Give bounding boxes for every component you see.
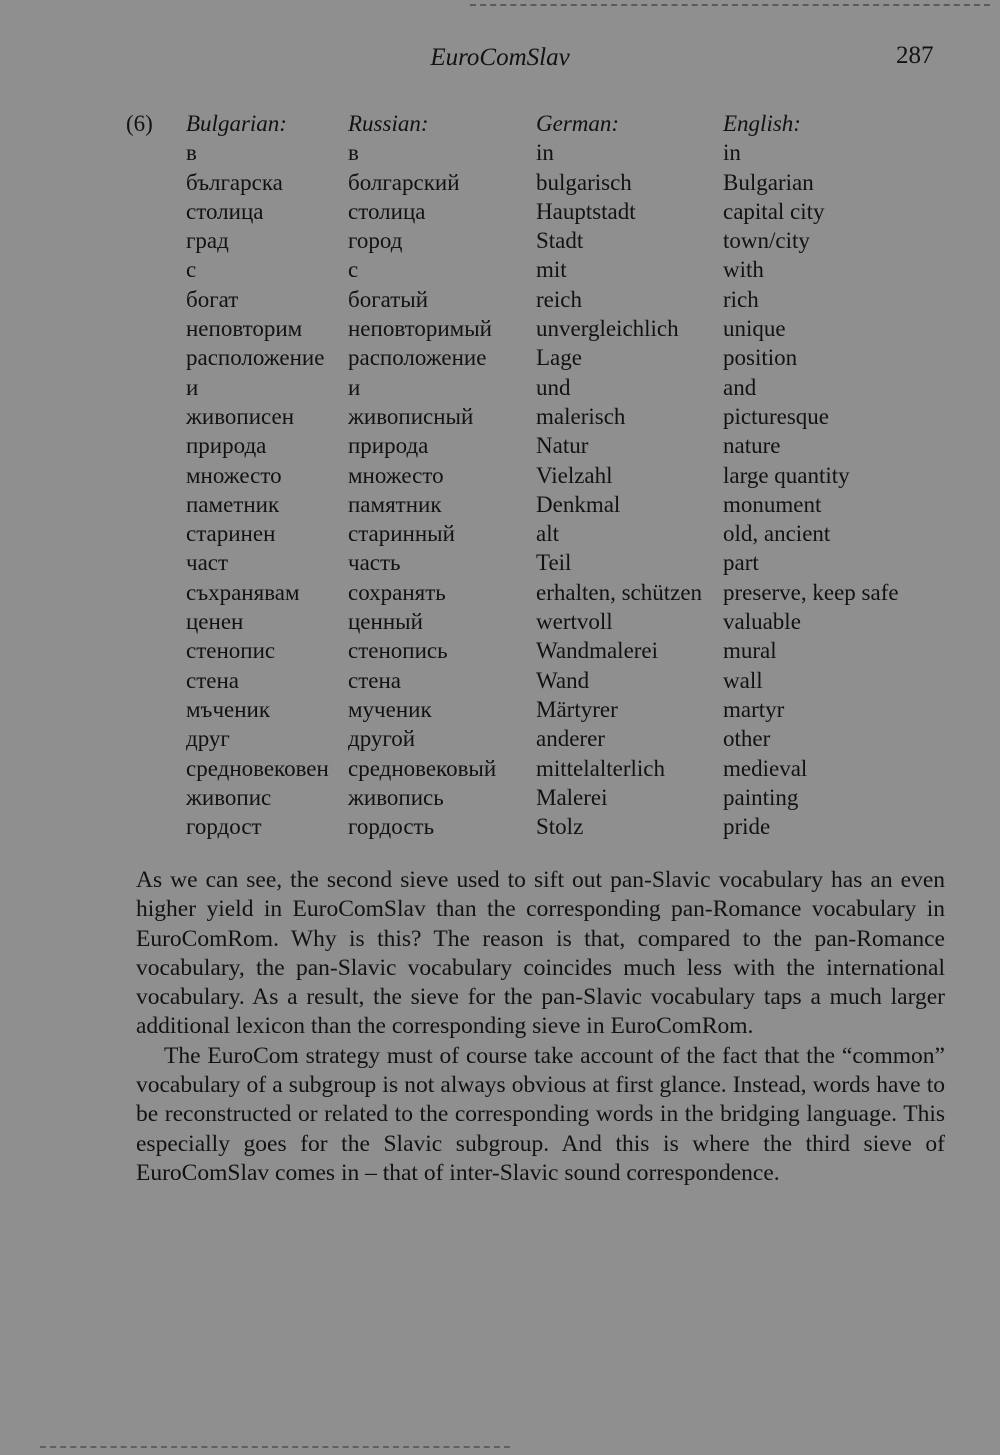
cell-english: wall <box>723 667 763 693</box>
cell-english: large quantity <box>723 462 850 488</box>
cell-bulgarian: град <box>186 228 229 254</box>
table-row <box>186 607 943 636</box>
paragraph-1: As we can see, the second sieve used to sift out pan-Slavic vocabulary has an even higher yield in EuroComSlav than the corresponding pan-Romance vocabulary in EuroComRom. Why is this? The reason is that, compared to the pan-Romance vocabulary, the pan-Slavic vocabulary coincides much less with the international vocabulary. As a result, the sieve for the pan-Slavic vocabulary taps a much larger additional lexicon than the corresponding sieve in EuroComRom. <box>136 867 945 1040</box>
scan-edge-artifact-top <box>470 4 990 9</box>
cell-english: preserve, keep safe <box>723 579 899 605</box>
running-head: EuroComSlav <box>430 44 570 71</box>
cell-english: Bulgarian <box>723 169 814 195</box>
cell-german: Hauptstadt <box>536 198 636 224</box>
cell-russian: другой <box>348 726 416 752</box>
column-header-russian: Russian: <box>348 111 429 136</box>
table-row <box>186 812 943 841</box>
cell-english: painting <box>723 784 799 810</box>
table-row <box>186 548 943 577</box>
cell-bulgarian: българска <box>186 169 283 195</box>
cell-german: unvergleichlich <box>536 316 679 342</box>
cell-english: old, ancient <box>723 521 831 547</box>
cell-german: und <box>536 374 571 400</box>
cell-german: reich <box>536 286 582 312</box>
cell-russian: с <box>348 257 359 283</box>
cell-german: Stadt <box>536 228 584 254</box>
cell-english: part <box>723 550 759 576</box>
cell-bulgarian: и <box>186 374 199 400</box>
cell-german: bulgarisch <box>536 169 632 195</box>
paragraph-2: The EuroCom strategy must of course take account of the fact that the “common” vocabulary of a subgroup is not always obvious at first glance. Instead, words have to be reconstructed or related to the corresponding words in the bridging language. This especially goes for the Slavic subgroup. And this is where the third sieve of EuroComSlav comes in – that of inter-Slavic sound correspondence. <box>136 1042 945 1186</box>
cell-german: Denkmal <box>536 491 621 517</box>
page-number: 287 <box>896 42 934 69</box>
cell-bulgarian: расположение <box>186 345 325 371</box>
cell-german: mit <box>536 257 567 283</box>
cell-russian: множесто <box>348 462 444 488</box>
cell-bulgarian: съхранявам <box>186 579 300 605</box>
cell-english: martyr <box>723 696 785 722</box>
cell-german: Teil <box>536 550 572 576</box>
cell-russian: памятник <box>348 491 442 517</box>
table-row <box>186 285 943 314</box>
cell-german: Malerei <box>536 784 608 810</box>
cell-russian: стена <box>348 667 401 693</box>
cell-english: and <box>723 374 757 400</box>
cell-russian: болгарский <box>348 169 460 195</box>
cell-english: picturesque <box>723 403 830 429</box>
cell-german: Stolz <box>536 814 584 840</box>
cell-english: nature <box>723 433 781 459</box>
body-text <box>136 866 945 1188</box>
cell-bulgarian: неповторим <box>186 316 303 342</box>
cell-english: valuable <box>723 609 801 635</box>
cell-russian: старинный <box>348 521 455 547</box>
cell-russian: ценный <box>348 609 423 635</box>
cell-russian: природа <box>348 433 429 459</box>
cell-german: malerisch <box>536 403 626 429</box>
table-row <box>186 666 943 695</box>
cell-russian: расположение <box>348 345 487 371</box>
cell-german: alt <box>536 521 559 547</box>
cell-russian: гордость <box>348 814 435 840</box>
table-header-row <box>186 109 943 138</box>
table-row <box>186 402 943 431</box>
table-row <box>186 754 943 783</box>
cell-english: rich <box>723 286 759 312</box>
cell-bulgarian: в <box>186 140 197 166</box>
cell-russian: сохранять <box>348 579 446 605</box>
cell-german: Vielzahl <box>536 462 613 488</box>
cell-russian: мученик <box>348 696 432 722</box>
vocabulary-table <box>186 109 943 841</box>
cell-english: town/city <box>723 228 810 254</box>
table-row <box>186 578 943 607</box>
cell-russian: в <box>348 140 359 166</box>
cell-bulgarian: с <box>186 257 197 283</box>
cell-russian: живописный <box>348 403 474 429</box>
table-row <box>186 314 943 343</box>
cell-russian: стенопись <box>348 638 448 664</box>
table-row <box>186 461 943 490</box>
cell-english: capital city <box>723 198 825 224</box>
cell-english: position <box>723 345 798 371</box>
cell-russian: часть <box>348 550 401 576</box>
cell-german: Märtyrer <box>536 696 618 722</box>
cell-bulgarian: столица <box>186 198 264 224</box>
cell-bulgarian: стена <box>186 667 239 693</box>
example-number: (6) <box>126 111 153 136</box>
table-row <box>186 343 943 372</box>
table-row <box>186 255 943 284</box>
cell-bulgarian: гордост <box>186 814 262 840</box>
column-header-german: German: <box>536 111 620 136</box>
cell-bulgarian: паметник <box>186 491 280 517</box>
cell-bulgarian: живопис <box>186 784 272 810</box>
cell-russian: богатый <box>348 286 429 312</box>
cell-bulgarian: част <box>186 550 229 576</box>
cell-german: Lage <box>536 345 582 371</box>
table-row <box>186 431 943 460</box>
cell-russian: город <box>348 228 403 254</box>
cell-english: with <box>723 257 764 283</box>
table-row <box>186 519 943 548</box>
cell-russian: столица <box>348 198 426 224</box>
cell-bulgarian: природа <box>186 433 267 459</box>
cell-english: unique <box>723 316 786 342</box>
cell-bulgarian: друг <box>186 726 230 752</box>
cell-english: mural <box>723 638 777 664</box>
table-row <box>186 724 943 753</box>
cell-bulgarian: старинен <box>186 521 276 547</box>
cell-german: Wand <box>536 667 590 693</box>
cell-english: other <box>723 726 771 752</box>
cell-bulgarian: множесто <box>186 462 282 488</box>
table-row <box>186 783 943 812</box>
cell-german: erhalten, schützen <box>536 579 703 605</box>
cell-russian: и <box>348 374 361 400</box>
table-row <box>186 490 943 519</box>
cell-russian: средновековый <box>348 755 497 781</box>
cell-bulgarian: живописен <box>186 403 295 429</box>
table-row <box>186 138 943 167</box>
cell-bulgarian: ценен <box>186 609 244 635</box>
table-body <box>186 138 943 841</box>
cell-german: Natur <box>536 433 589 459</box>
cell-german: mittelalterlich <box>536 755 666 781</box>
cell-german: anderer <box>536 726 605 752</box>
cell-bulgarian: стенопис <box>186 638 276 664</box>
cell-german: wertvoll <box>536 609 613 635</box>
cell-english: pride <box>723 814 771 840</box>
table-row <box>186 373 943 402</box>
cell-bulgarian: средновековен <box>186 755 329 781</box>
scan-edge-artifact-bottom <box>40 1446 510 1448</box>
cell-german: in <box>536 140 554 166</box>
cell-english: medieval <box>723 755 808 781</box>
table-row <box>186 168 943 197</box>
column-header-bulgarian: Bulgarian: <box>186 111 287 136</box>
table-row <box>186 197 943 226</box>
cell-english: monument <box>723 491 822 517</box>
cell-russian: неповторимый <box>348 316 492 342</box>
table-row <box>186 636 943 665</box>
table-row <box>186 695 943 724</box>
cell-english: in <box>723 140 741 166</box>
cell-bulgarian: мъченик <box>186 696 271 722</box>
cell-russian: живопись <box>348 784 444 810</box>
cell-german: Wandmalerei <box>536 638 659 664</box>
cell-bulgarian: богат <box>186 286 239 312</box>
column-header-english: English: <box>723 111 801 136</box>
table-row <box>186 226 943 255</box>
